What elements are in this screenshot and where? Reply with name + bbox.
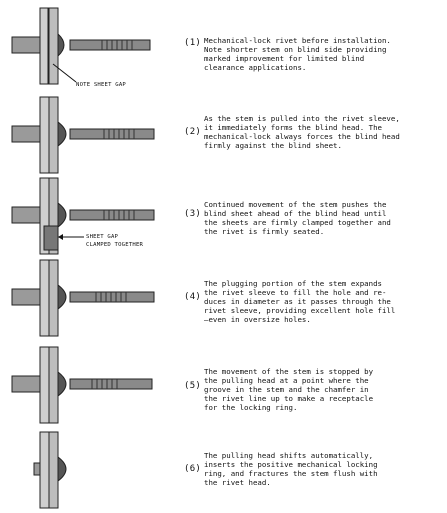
figure-step-4 <box>4 258 174 338</box>
callout-sheet-gap-clamped: SHEET GAP CLAMPED TOGETHER <box>86 234 144 248</box>
step-number: (6) <box>184 464 202 474</box>
step-number: (1) <box>184 38 202 48</box>
callout-note-sheet-gap: NOTE SHEET GAP <box>76 82 126 88</box>
step-caption: The plugging portion of the stem expands the rivet sleeve to fill the hole and re- duces in diameter as it passes through the rivet sleeve, providing excellent hole fill —even in oversize holes. <box>204 279 396 324</box>
figure-step-1 <box>4 6 174 86</box>
step-number: (2) <box>184 127 202 137</box>
step-number: (4) <box>184 292 202 302</box>
step-caption: Mechanical-lock rivet before installation. Note shorter stem on blind side providing marked improvement for limited blind clearance applications. <box>204 36 391 72</box>
figure-step-5 <box>4 345 174 425</box>
step-number: (5) <box>184 381 202 391</box>
step-caption: The movement of the stem is stopped by the pulling head at a point where the groove in the stem and the chamfer in the rivet line up to make a receptacle for the locking ring. <box>204 367 374 412</box>
figure-step-2 <box>4 95 174 175</box>
figure-step-6 <box>4 430 174 510</box>
step-number: (3) <box>184 209 202 219</box>
step-caption: Continued movement of the stem pushes the blind sheet ahead of the blind head until the sheets are firmly clamped together and the rivet is firmly seated. <box>204 200 391 236</box>
step-caption: The pulling head shifts automatically, inserts the positive mechanical locking ring, and fractures the stem flush with the rivet head. <box>204 451 378 487</box>
step-caption: As the stem is pulled into the rivet sleeve, it immediately forms the blind head. The mechanical-lock always forces the blind head firmly against the blind sheet. <box>204 114 400 150</box>
